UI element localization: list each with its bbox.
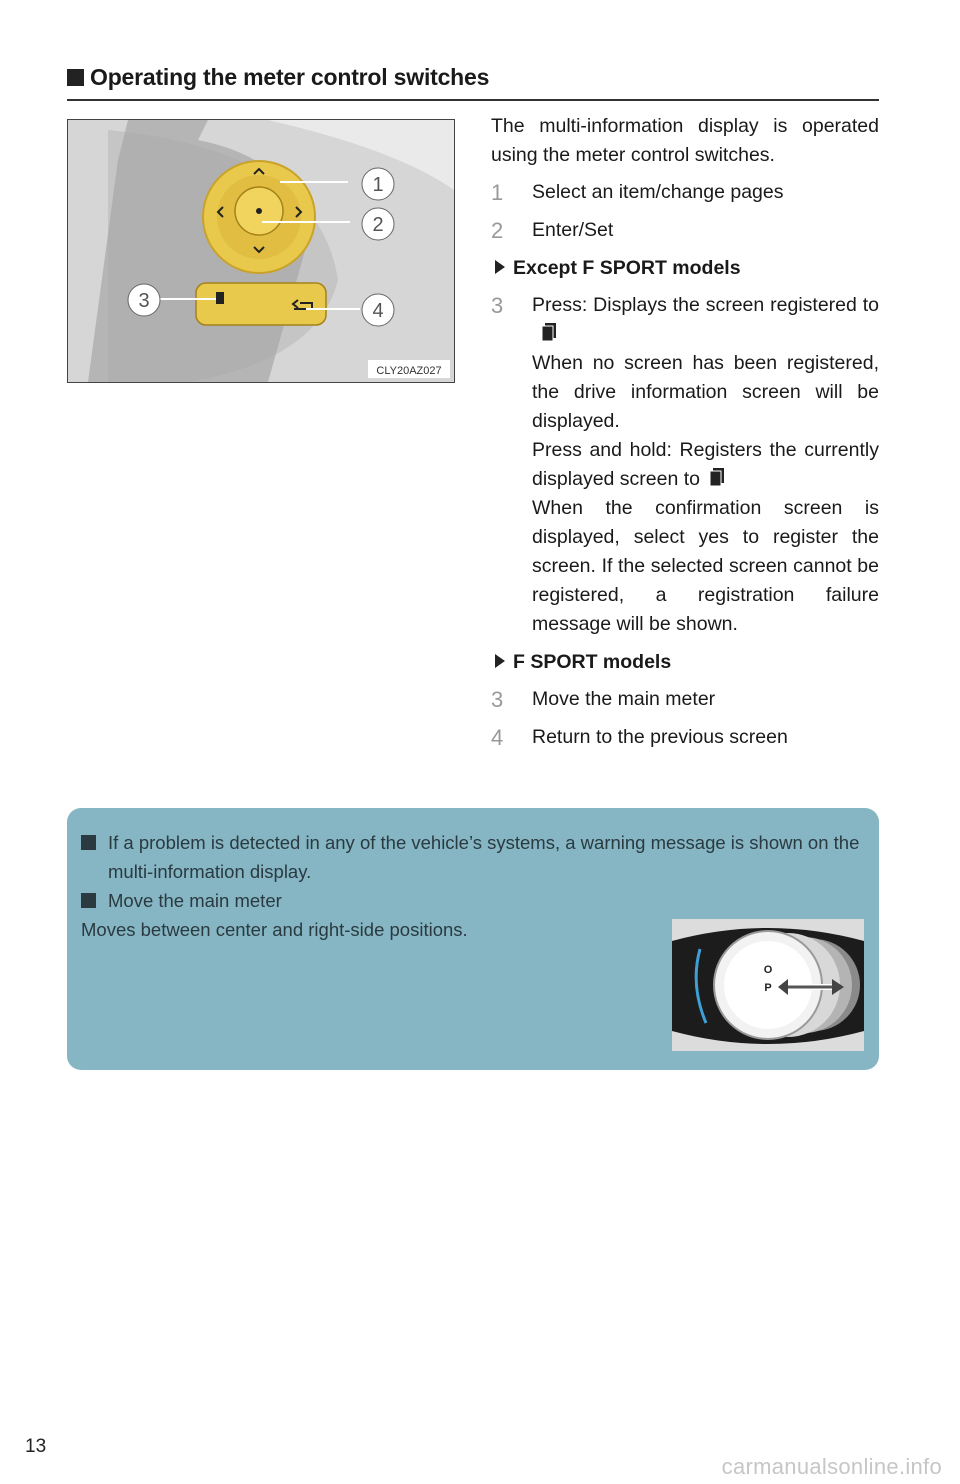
- figure-code: CLY20AZ027: [376, 365, 442, 377]
- switch-illustration: [67, 119, 455, 383]
- item-number: 1: [491, 180, 504, 205]
- item-text: Select an item/change pages: [532, 181, 784, 203]
- callout-2: 2: [372, 214, 384, 236]
- watermark: carmanualsonline.info: [721, 1454, 942, 1479]
- intro-text: The multi-information display is operated using the meter control switches.: [491, 115, 879, 166]
- triangle-bullet-icon: [495, 654, 505, 668]
- item-text: Return to the previous screen: [532, 726, 788, 748]
- confirm-text: When the confirmation screen is displayed, select yes to register the screen. If the selected screen cannot be registered, a registration failure message will be shown.: [532, 497, 879, 635]
- square-bullet-icon: [81, 835, 96, 850]
- square-bullet-icon: [81, 893, 96, 908]
- hold-text: Press and hold: Registers the currently displayed screen to: [532, 439, 879, 490]
- meter-photo: [672, 919, 864, 1051]
- callout-1: 1: [372, 174, 384, 196]
- info-box: [67, 808, 879, 1070]
- meter-label-o: O: [763, 964, 773, 976]
- item-number: 3: [491, 293, 504, 318]
- list-item: [491, 178, 879, 207]
- variant-heading-except-fsport: Except F SPORT models: [495, 254, 879, 283]
- info-body: Moves between center and right-side positions.: [81, 919, 468, 940]
- section-heading: [67, 64, 879, 101]
- heading-text: Operating the meter control switches: [90, 64, 490, 90]
- no-screen-text: When no screen has been registered, the drive information screen will be displayed.: [532, 352, 879, 432]
- registered-screen-icon: [706, 466, 728, 488]
- press-text: Press: Displays the screen registered to: [532, 294, 879, 316]
- list-item: [491, 291, 879, 639]
- square-bullet-icon: [67, 69, 84, 86]
- variant-heading-fsport: F SPORT models: [495, 648, 879, 677]
- page-number: 13: [25, 1436, 47, 1457]
- triangle-bullet-icon: [495, 260, 505, 274]
- item-number: 3: [491, 687, 504, 712]
- callout-4: 4: [372, 300, 384, 322]
- item-text: Move the main meter: [532, 688, 716, 710]
- item-number: 2: [491, 218, 504, 243]
- registered-screen-icon: [538, 321, 560, 343]
- list-item: [491, 685, 879, 714]
- list-item: [491, 216, 879, 245]
- meter-label-p: P: [764, 982, 772, 994]
- item-text: Enter/Set: [532, 219, 614, 241]
- info-bullet-1: If a problem is detected in any of the vehicle’s systems, a warning message is shown on the multi-information display.: [108, 832, 860, 882]
- item-number: 4: [491, 725, 504, 750]
- list-item: [491, 723, 879, 752]
- instructions: [491, 112, 879, 761]
- callout-3: 3: [138, 290, 150, 312]
- info-bullet-2: Move the main meter: [108, 890, 282, 911]
